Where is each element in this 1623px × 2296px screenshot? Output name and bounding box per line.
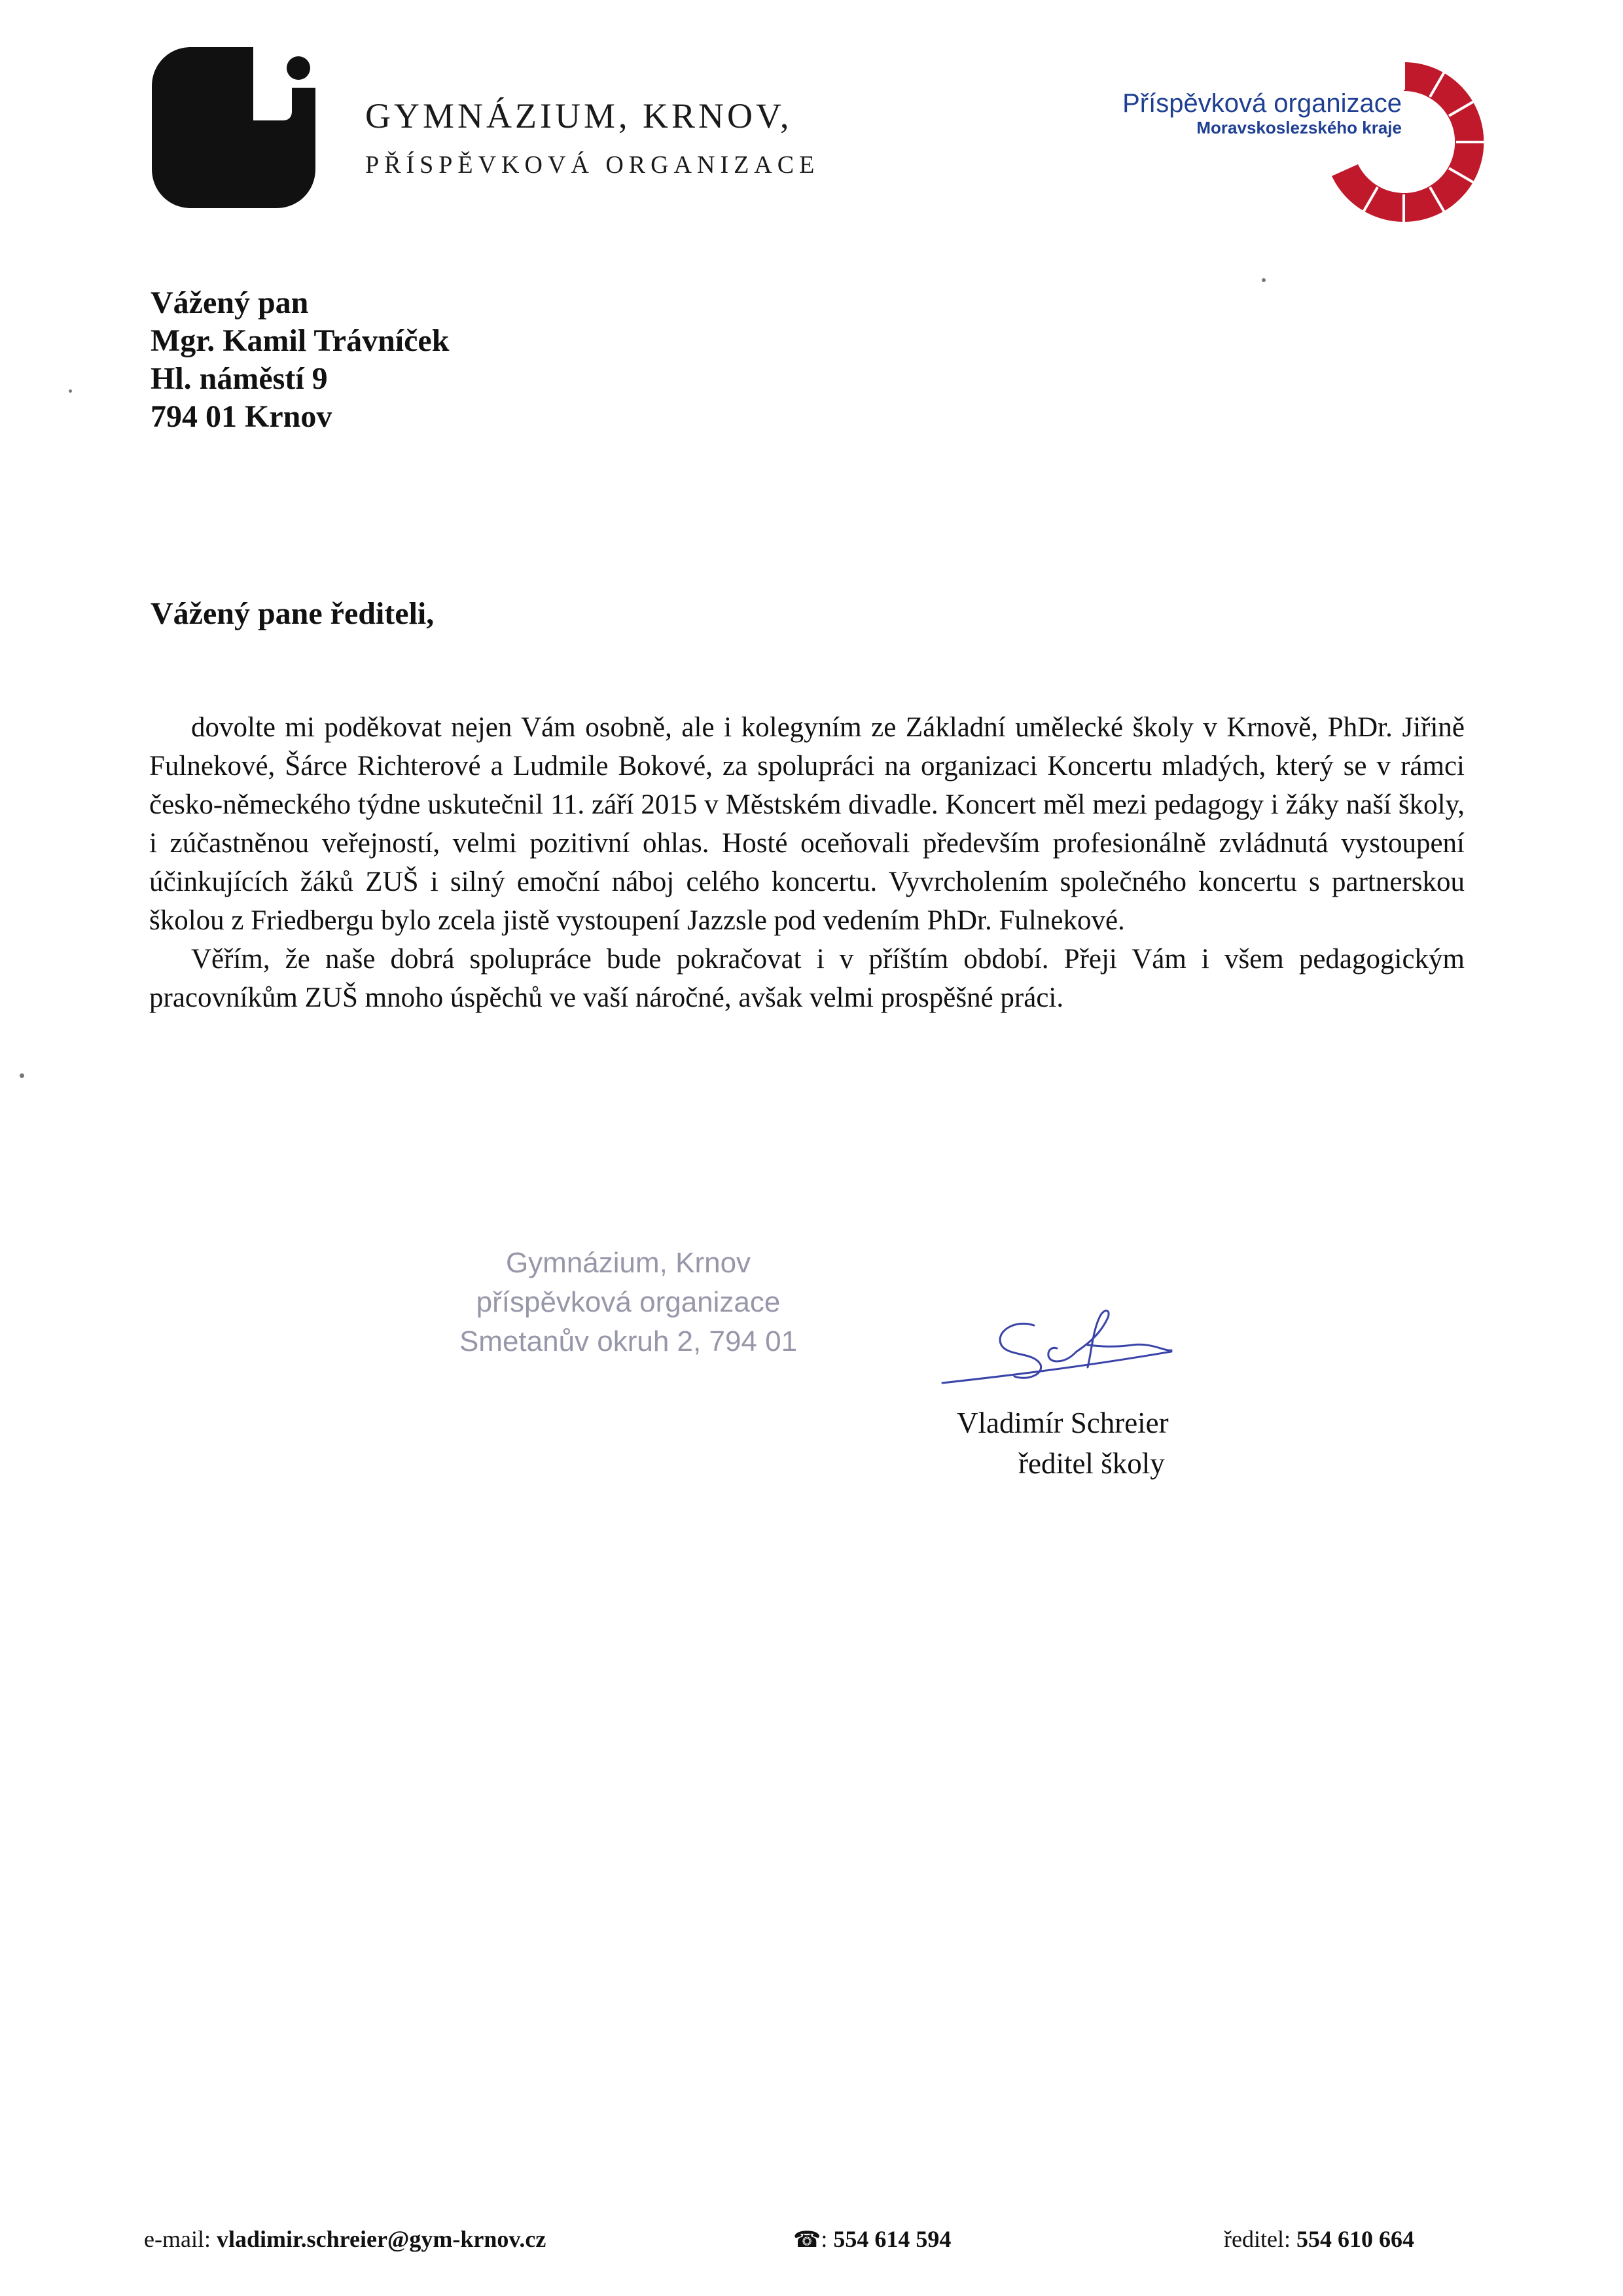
recipient-city: 794 01 Krnov bbox=[151, 399, 332, 434]
region-org-title: Příspěvková organizace bbox=[1122, 89, 1402, 118]
signer-title: ředitel školy bbox=[1018, 1447, 1165, 1480]
telephone-icon: ☎ bbox=[793, 2228, 821, 2252]
scan-speck bbox=[20, 1073, 24, 1078]
recipient-street: Hl. náměstí 9 bbox=[151, 361, 328, 396]
region-org-subtitle: Moravskoslezského kraje bbox=[1196, 118, 1402, 137]
email-address[interactable]: vladimir.schreier@gym-krnov.cz bbox=[216, 2226, 546, 2252]
school-name: GYMNÁZIUM, KRNOV, bbox=[365, 96, 793, 135]
recipient-address bbox=[151, 284, 449, 436]
scan-speck bbox=[69, 389, 72, 393]
recipient-name: Mgr. Kamil Trávníček bbox=[151, 323, 450, 358]
school-stamp bbox=[432, 1244, 825, 1361]
signer-name: Vladimír Schreier bbox=[957, 1407, 1169, 1439]
footer-email bbox=[144, 2225, 546, 2253]
director-phone: 554 610 664 bbox=[1296, 2226, 1414, 2252]
letter-body bbox=[149, 708, 1465, 1017]
stamp-line: Smetanův okruh 2, 794 01 bbox=[459, 1325, 798, 1357]
phone-number: 554 614 594 bbox=[833, 2226, 952, 2252]
scan-speck bbox=[1262, 278, 1266, 282]
school-subtitle: PŘÍSPĚVKOVÁ ORGANIZACE bbox=[365, 151, 820, 179]
region-logo bbox=[1113, 60, 1486, 224]
recipient-line: Vážený pan bbox=[151, 285, 309, 320]
phone-separator: : bbox=[821, 2226, 828, 2252]
footer-phone bbox=[793, 2225, 951, 2253]
footer-director-phone bbox=[1224, 2225, 1414, 2253]
salutation: Vážený pane řediteli, bbox=[151, 596, 435, 631]
body-paragraph: Věřím, že naše dobrá spolupráce bude pokračovat i v příštím období. Přeji Vám i všem pedagogickým pracovníkům ZUŠ mnoho úspěchů ve vaší náročné, avšak velmi prospěšné práci. bbox=[149, 944, 1465, 1013]
stamp-line: příspěvková organizace bbox=[476, 1286, 781, 1318]
handwritten-signature bbox=[936, 1299, 1217, 1391]
body-paragraph: dovolte mi poděkovat nejen Vám osobně, ale i kolegyním ze Základní umělecké školy v Krnově, PhDr. Jiřině Fulnekové, Šárce Richterové a Ludmile Bokové, za spolupráci na organizaci Koncertu mladých, který se v rámci česko-německého týdne uskutečnil 11. září 2015 v Městském divadle. Koncert měl mezi pedagogy i žáky naší školy, i zúčastněnou veřejností, velmi pozitivní ohlas. Hosté oceňovali především profesionálně zvládnutá vystoupení účinkujících žáků ZUŠ i silný emoční náboj celého koncertu. Vyvrcholením společného koncertu s partnerskou školou z Friedbergu bylo zcela jistě vystoupení Jazzsle pod vedením PhDr. Fulnekové. bbox=[149, 712, 1465, 936]
school-logo bbox=[152, 47, 315, 208]
email-label: e-mail: bbox=[144, 2226, 211, 2252]
director-label: ředitel: bbox=[1224, 2226, 1291, 2252]
stamp-line: Gymnázium, Krnov bbox=[505, 1247, 751, 1279]
